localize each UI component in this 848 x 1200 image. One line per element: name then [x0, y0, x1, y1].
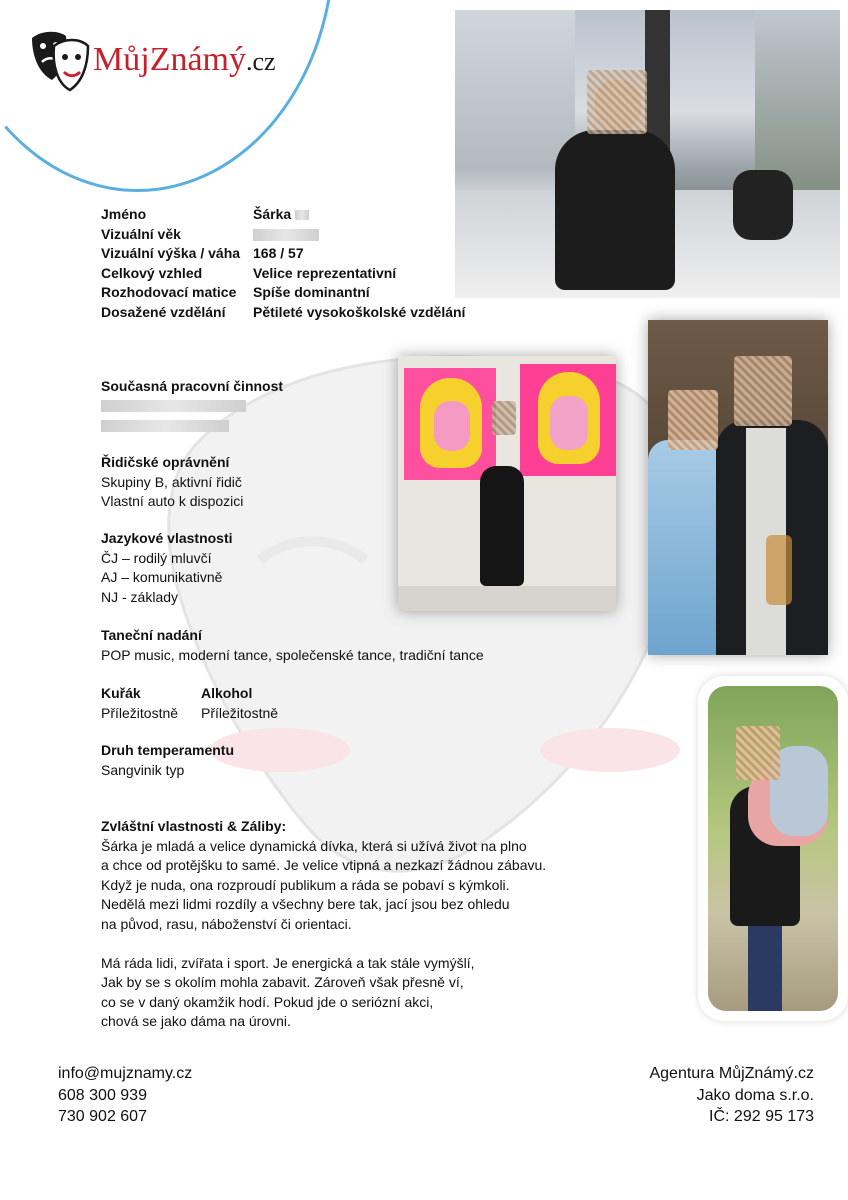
driving-line: Vlastní auto k dispozici — [101, 493, 244, 509]
footer-agency: Agentura MůjZnámý.cz — [649, 1065, 814, 1082]
driving-line: Skupiny B, aktivní řidič — [101, 473, 242, 490]
smoker-title: Kuřák — [101, 685, 141, 701]
photo-restaurant — [455, 10, 840, 298]
driving-title: Řidičské oprávnění — [101, 454, 230, 470]
alcohol-value: Příležitostně — [201, 704, 279, 721]
footer-company — [540, 1063, 814, 1128]
driving-section — [101, 453, 381, 512]
work-title: Současná pracovní činnost — [101, 378, 284, 394]
value-decision-matrix: Spíše dominantní — [253, 284, 370, 300]
hobbies-line: Když je nuda, ona rozproudí publikum a ráda se pobaví s kýmkoli. — [101, 876, 510, 893]
dance-section — [101, 626, 541, 665]
photo-park — [698, 676, 848, 1021]
profile-labels — [101, 205, 261, 322]
profile-values — [253, 205, 493, 322]
label-visual-age: Vizuální věk — [101, 225, 181, 242]
redacted-work-text — [101, 400, 246, 432]
logo-muj: Můj — [93, 41, 150, 78]
label-appearance: Celkový vzhled — [101, 264, 203, 281]
hobbies-line: Jak by se s okolím mohla zabavit. Zároveň však přesně ví, — [101, 974, 464, 990]
label-name: Jméno — [101, 206, 147, 222]
temperament-section — [101, 741, 341, 780]
photo-gallery — [398, 356, 616, 611]
alcohol-section — [201, 684, 321, 723]
footer-email[interactable]: info@mujznamy.cz — [58, 1065, 193, 1082]
label-decision-matrix: Rozhodovací matice — [101, 284, 237, 300]
hobbies-line: chová se jako dáma na úrovni. — [101, 1013, 291, 1029]
language-section — [101, 529, 381, 607]
footer-phone[interactable]: 608 300 939 — [58, 1086, 147, 1104]
redacted-surname — [295, 210, 309, 220]
photo-couple — [648, 320, 828, 655]
value-appearance: Velice reprezentativní — [253, 264, 397, 281]
label-education: Dosažené vzdělání — [101, 303, 226, 320]
footer-contact — [58, 1063, 308, 1128]
language-line: AJ – komunikativně — [101, 569, 223, 585]
hobbies-line: Má ráda lidi, zvířata i sport. Je energická a tak stále vymýšlí, — [101, 954, 475, 971]
hobbies-title: Zvláštní vlastnosti & Záliby: — [101, 818, 287, 834]
footer-company-name: Jako doma s.r.o. — [696, 1086, 814, 1104]
theatre-masks-icon — [28, 24, 90, 96]
smoker-value: Příležitostně — [101, 704, 179, 721]
hobbies-line: a chce od protějšku to samé. Je velice vtipná a nezkazí žádnou zábavu. — [101, 857, 547, 873]
label-height-weight: Vizuální výška / váha — [101, 245, 241, 261]
logo-wordmark[interactable] — [93, 40, 276, 82]
hobbies-line: Nedělá mezi lidmi rozdíly a všechny bere tak, jací jsou bez ohledu — [101, 896, 510, 912]
logo-znamy: Známý — [149, 41, 246, 78]
hobbies-line: na původ, rasu, náboženství či orientaci. — [101, 915, 352, 932]
temperament-title: Druh temperamentu — [101, 742, 235, 758]
dance-title: Taneční nadání — [101, 627, 202, 643]
hobbies-section — [101, 817, 571, 1032]
smoker-section — [101, 684, 201, 723]
temperament-value: Sangvinik typ — [101, 761, 185, 778]
language-line: ČJ – rodilý mluvčí — [101, 549, 212, 566]
hobbies-line: co se v daný okamžik hodí. Pokud jde o seriózní akci, — [101, 993, 434, 1010]
value-education: Pětileté vysokoškolské vzdělání — [253, 303, 466, 320]
value-height-weight: 168 / 57 — [253, 245, 304, 261]
hobbies-line: Šárka je mladá a velice dynamická dívka, která si užívá život na plno — [101, 837, 527, 854]
redacted-age — [253, 229, 319, 241]
logo-cz: .cz — [246, 47, 276, 76]
alcohol-title: Alkohol — [201, 685, 253, 701]
language-title: Jazykové vlastnosti — [101, 530, 233, 546]
footer-company-id: IČ: 292 95 173 — [709, 1108, 814, 1125]
value-name: Šárka — [253, 206, 292, 222]
footer-phone[interactable]: 730 902 607 — [58, 1108, 147, 1125]
language-line: NJ - základy — [101, 588, 179, 605]
dance-text: POP music, moderní tance, společenské tance, tradiční tance — [101, 646, 484, 663]
